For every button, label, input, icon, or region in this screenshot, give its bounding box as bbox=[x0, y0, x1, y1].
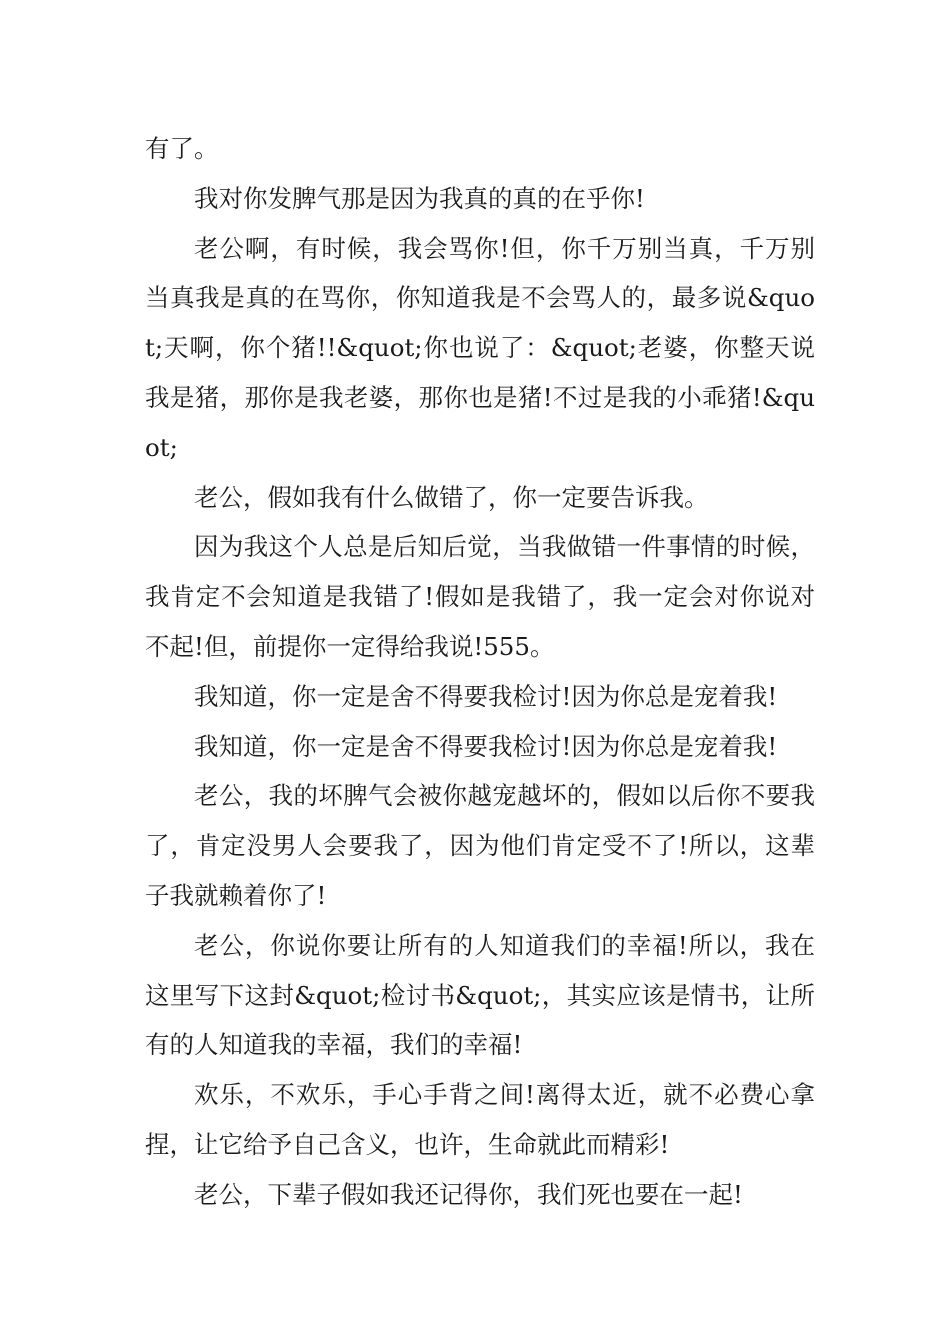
paragraph: 欢乐，不欢乐，手心手背之间!离得太近，就不必费心拿捏，让它给予自己含义，也许，生命就此而精彩! bbox=[145, 1080, 815, 1159]
paragraph: 我知道，你一定是舍不得要我检讨!因为你总是宠着我! bbox=[194, 731, 778, 761]
paragraph: 因为我这个人总是后知后觉，当我做错一件事情的时候，我肯定不会知道是我错了!假如是我错了，我一定会对你说对不起!但，前提你一定得给我说!555。 bbox=[145, 532, 815, 661]
paragraph: 老公，假如我有什么做错了，你一定要告诉我。 bbox=[194, 482, 709, 512]
document-body bbox=[145, 124, 815, 1220]
paragraph: 老公，我的坏脾气会被你越宠越坏的，假如以后你不要我了，肯定没男人会要我了，因为他们肯定受不了!所以，这辈子我就赖着你了! bbox=[145, 781, 815, 910]
paragraph: 老公，你说你要让所有的人知道我们的幸福!所以，我在这里写下这封&quot;检讨书&quot;，其实应该是情书，让所有的人知道我的幸福，我们的幸福! bbox=[145, 930, 815, 1060]
paragraph: 我对你发脾气那是因为我真的真的在乎你! bbox=[194, 183, 645, 213]
paragraph: 我知道，你一定是舍不得要我检讨!因为你总是宠着我! bbox=[194, 681, 778, 711]
paragraph: 有了。 bbox=[145, 134, 219, 163]
paragraph: 老公，下辈子假如我还记得你，我们死也要在一起! bbox=[194, 1179, 743, 1209]
paragraph: 老公啊，有时候，我会骂你!但，你千万别当真，千万别当真我是真的在骂你，你知道我是不会骂人的，最多说&quot;天啊，你个猪!!&quot;你也说了：&quot;老婆，你整天说我是猪，那你是我老婆，那你也是猪!不过是我的小乖猪!&quot; bbox=[145, 233, 815, 462]
